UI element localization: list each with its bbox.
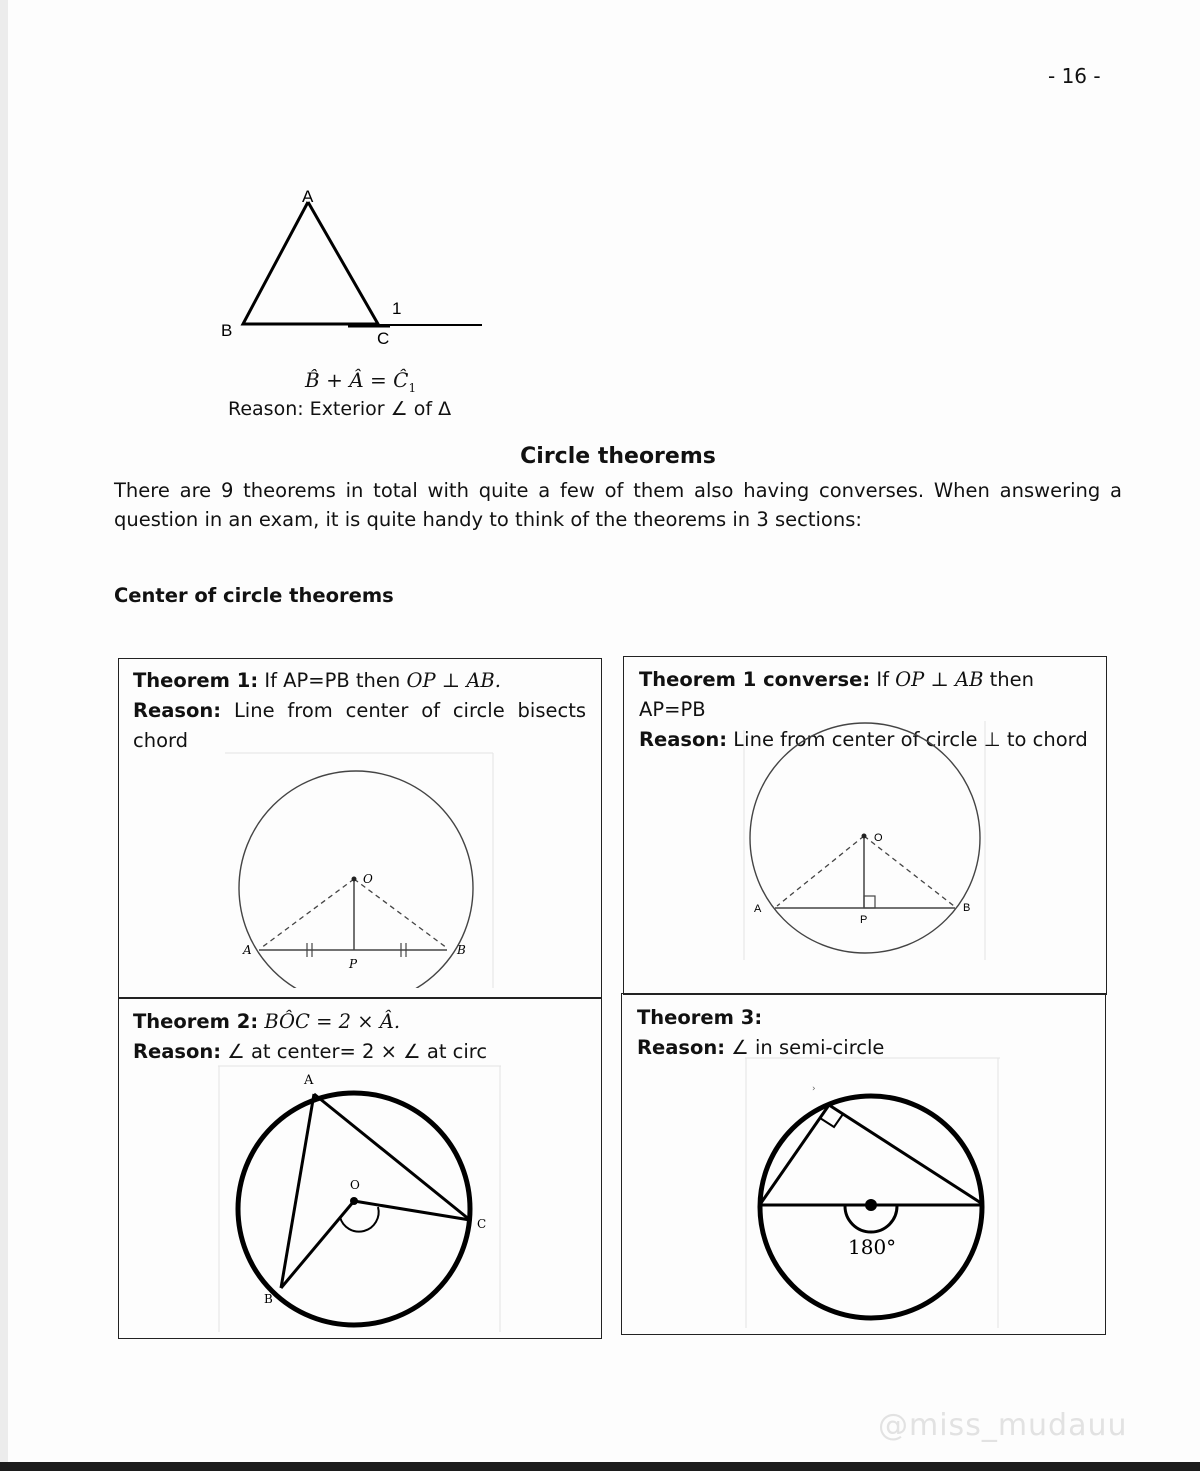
center-dot bbox=[352, 877, 357, 882]
label-c: C bbox=[377, 329, 390, 348]
exterior-angle-formula bbox=[305, 368, 416, 395]
theorem1-converse-math: OP ⊥ AB bbox=[895, 668, 984, 691]
stray-mark: › bbox=[812, 1084, 816, 1094]
theorem1-reason-label: Reason: bbox=[133, 699, 222, 722]
chord-right bbox=[829, 1105, 981, 1203]
subheading: Center of circle theorems bbox=[114, 584, 394, 607]
formula-b: B̂ bbox=[305, 368, 320, 392]
formula-plus: + bbox=[326, 368, 343, 392]
label-o: O bbox=[363, 872, 373, 886]
radius-ob bbox=[864, 836, 954, 906]
label-b: B bbox=[221, 321, 233, 340]
theorem3-figure bbox=[745, 1055, 1003, 1330]
label-p: P bbox=[349, 957, 358, 971]
label-b: B bbox=[264, 1292, 273, 1306]
label-p: P bbox=[860, 914, 868, 926]
radius-oa bbox=[261, 879, 354, 948]
label-o: O bbox=[350, 1178, 360, 1192]
center-dot bbox=[350, 1197, 358, 1205]
triangle-sides bbox=[243, 202, 378, 324]
label-a: A bbox=[243, 943, 252, 957]
right-angle-mark bbox=[864, 896, 875, 908]
watermark: @miss_mudauu bbox=[878, 1408, 1128, 1443]
center-dot bbox=[862, 834, 867, 839]
theorem1-title: Theorem 1: bbox=[133, 669, 259, 692]
theorem3-reason-label: Reason: bbox=[637, 1036, 726, 1059]
center-dot bbox=[865, 1199, 877, 1211]
theorem3-reason: ∠ in semi-circle bbox=[731, 1036, 885, 1059]
section-title: Circle theorems bbox=[520, 444, 716, 469]
page-number: - 16 - bbox=[1048, 64, 1101, 88]
theorem1-converse-pre: If bbox=[876, 668, 889, 691]
right-angle-mark bbox=[820, 1114, 843, 1127]
formula-a: Â bbox=[349, 368, 364, 392]
label-o: O bbox=[874, 832, 883, 844]
theorem3-text bbox=[637, 1003, 1097, 1063]
theorem1-statement: If AP=PB then bbox=[264, 669, 401, 692]
theorem2-reason-label: Reason: bbox=[133, 1040, 222, 1063]
theorem2-text bbox=[133, 1007, 593, 1067]
exterior-angle-triangle-diagram bbox=[215, 180, 495, 350]
angle-label: 180° bbox=[848, 1235, 897, 1259]
theorem2-figure bbox=[218, 1062, 503, 1334]
theorem2-title: Theorem 2: bbox=[133, 1010, 259, 1033]
theorem2-math: BÔC = 2 × Â. bbox=[264, 1010, 401, 1033]
theorem1-converse-title: Theorem 1 converse: bbox=[639, 668, 871, 691]
theorem2-reason: ∠ at center= 2 × ∠ at circ bbox=[227, 1040, 488, 1063]
theorem1-math: OP ⊥ AB. bbox=[406, 669, 501, 692]
theorem3-title: Theorem 3: bbox=[637, 1006, 763, 1029]
theorem1-converse-reason-label: Reason: bbox=[639, 728, 728, 751]
label-a: A bbox=[302, 187, 314, 206]
theorem1-text bbox=[133, 666, 586, 756]
formula-eq: = bbox=[370, 368, 387, 392]
radius-oc bbox=[354, 1201, 470, 1220]
label-b: B bbox=[457, 943, 466, 957]
theorem1-converse-figure bbox=[743, 720, 988, 962]
label-a: A bbox=[754, 903, 762, 915]
chord-ab bbox=[281, 1094, 314, 1288]
theorem1-figure bbox=[225, 752, 495, 988]
formula-sub: 1 bbox=[408, 381, 417, 395]
label-one: 1 bbox=[392, 299, 402, 318]
page-edge bbox=[0, 0, 8, 1471]
chord-ac bbox=[314, 1094, 470, 1220]
label-c: C bbox=[477, 1217, 487, 1231]
exterior-angle-reason: Reason: Exterior ∠ of Δ bbox=[228, 398, 452, 420]
label-b: B bbox=[963, 902, 971, 914]
theorem1-reason: Line from center of circle bisects chord bbox=[133, 699, 586, 752]
intro-paragraph: There are 9 theorems in total with quite a few of them also having converses. When answering a question in an exam, it is quite handy to think of the theorems in 3 sections: bbox=[114, 479, 1122, 531]
formula-c: Ĉ bbox=[393, 368, 409, 392]
theorem1-converse-post: then AP=PB bbox=[639, 668, 1035, 721]
label-a: A bbox=[304, 1073, 314, 1088]
bottom-edge bbox=[0, 1462, 1200, 1471]
theorem1-converse-reason: Line from center of circle ⊥ to chord bbox=[733, 728, 1088, 751]
radius-oa bbox=[777, 836, 864, 906]
radius-ob bbox=[354, 879, 447, 948]
radius-ob bbox=[281, 1201, 354, 1288]
